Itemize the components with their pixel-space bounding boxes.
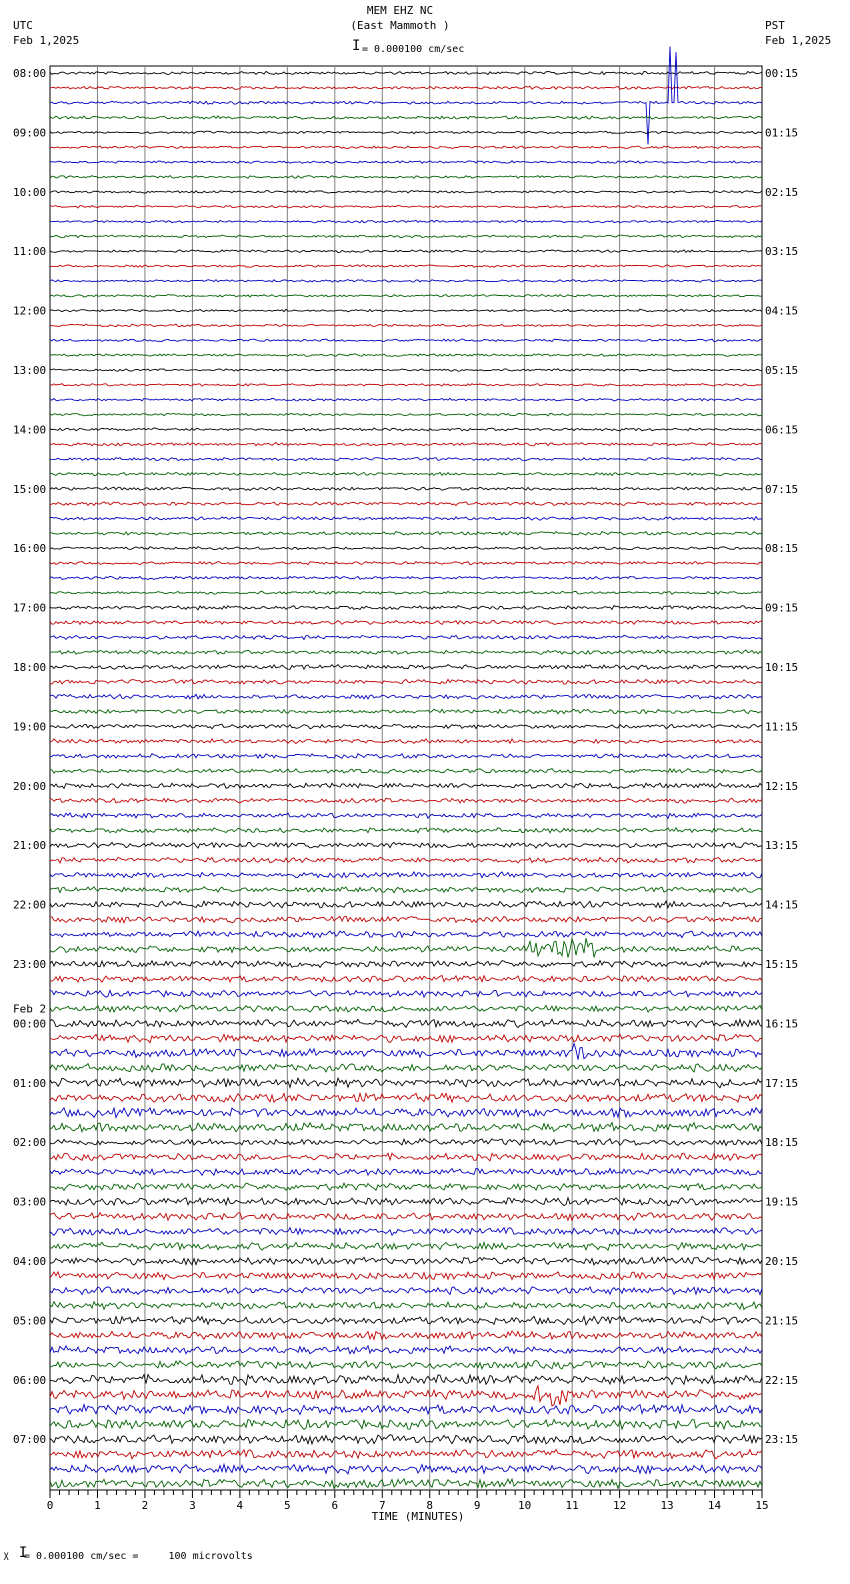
trace-row (50, 413, 762, 416)
x-tick-label: 0 (46, 1499, 54, 1512)
trace-row (50, 828, 762, 833)
trace-row (50, 161, 762, 164)
pst-hour-label: 07:15 (765, 482, 799, 496)
scale-bar-icon: I (352, 38, 361, 54)
trace-row (50, 1361, 762, 1369)
trace-row (50, 547, 762, 550)
trace-row (50, 1064, 762, 1072)
trace-row (50, 86, 762, 89)
trace-row (50, 724, 762, 729)
trace-row (50, 1331, 762, 1340)
trace-row (50, 280, 762, 283)
pst-hour-label: 22:15 (765, 1373, 799, 1387)
trace-row (50, 1019, 762, 1027)
trace-row (50, 739, 762, 744)
utc-hour-label: 09:00 (13, 126, 47, 140)
utc-hour-label: 08:00 (13, 67, 47, 80)
right-timezone: PST (765, 19, 785, 32)
trace-row (50, 428, 762, 431)
trace-row (50, 976, 762, 983)
trace-row (50, 1043, 762, 1059)
trace-row (50, 176, 762, 179)
x-tick-label: 10 (518, 1499, 532, 1512)
x-tick-label: 12 (612, 1499, 627, 1512)
left-timezone: UTC (13, 19, 33, 32)
trace-row (50, 665, 762, 670)
utc-hour-label: 00:00 (13, 1017, 47, 1031)
trace-row (50, 354, 762, 357)
trace-row (50, 1005, 762, 1012)
utc-hour-label: 05:00 (13, 1314, 47, 1328)
pst-hour-label: 19:15 (765, 1195, 799, 1209)
trace-row (50, 487, 762, 490)
trace-row (50, 146, 762, 149)
trace-row (50, 235, 762, 238)
trace-row (50, 1405, 762, 1415)
trace-row (50, 131, 762, 134)
trace-row (50, 1169, 762, 1176)
pst-hour-label: 18:15 (765, 1136, 799, 1150)
left-date: Feb 1,2025 (13, 34, 80, 47)
trace-row (50, 1479, 762, 1489)
trace-row (50, 769, 762, 774)
utc-hour-label: 20:00 (13, 779, 47, 793)
pst-hour-label: 16:15 (765, 1017, 799, 1031)
trace-row (50, 1093, 762, 1102)
plot-frame (50, 66, 762, 1490)
pst-hour-label: 02:15 (765, 185, 799, 199)
trace-row (50, 620, 762, 624)
x-tick-label: 13 (660, 1499, 674, 1512)
trace-row (50, 220, 762, 223)
trace-row (50, 635, 762, 639)
trace-row (50, 798, 762, 803)
pst-hour-label: 12:15 (765, 779, 799, 793)
x-tick-label: 6 (331, 1499, 339, 1512)
trace-row (50, 872, 762, 878)
utc-hour-label: 03:00 (13, 1195, 47, 1209)
utc-hour-label: 04:00 (13, 1255, 47, 1268)
pst-hour-label: 14:15 (765, 898, 799, 912)
trace-row (50, 458, 762, 461)
trace-row (50, 650, 762, 654)
trace-row (50, 47, 762, 145)
trace-row (50, 502, 762, 506)
trace-row (50, 694, 762, 699)
trace-row (50, 931, 762, 938)
trace-row (50, 205, 762, 208)
trace-row (50, 842, 762, 848)
pst-hour-label: 04:15 (765, 304, 799, 318)
trace-row (50, 916, 762, 923)
trace-row (50, 901, 762, 908)
x-axis-label: TIME (MINUTES) (371, 1510, 465, 1523)
trace-row (50, 472, 762, 475)
x-tick-label: 8 (426, 1499, 434, 1512)
utc-hour-label: 21:00 (13, 839, 47, 853)
utc-hour-label: 07:00 (13, 1433, 47, 1447)
date-change-label: Feb 2 (13, 1002, 47, 1016)
utc-hour-label: 13:00 (13, 364, 47, 377)
trace-row (50, 116, 762, 119)
pst-hour-label: 10:15 (765, 661, 799, 674)
utc-hour-label: 10:00 (13, 185, 47, 199)
x-tick-label: 4 (236, 1499, 244, 1512)
right-date: Feb 1,2025 (765, 34, 832, 47)
trace-row (50, 1034, 762, 1042)
trace-row (50, 606, 762, 610)
trace-row (50, 1386, 762, 1406)
trace-row (50, 813, 762, 819)
trace-row (50, 887, 762, 893)
x-tick-label: 9 (473, 1499, 481, 1512)
trace-row (50, 1450, 762, 1459)
pst-hour-label: 11:15 (765, 720, 799, 734)
utc-hour-label: 15:00 (13, 482, 47, 496)
trace-row (50, 1375, 762, 1385)
trace-row (50, 1464, 762, 1474)
trace-row (50, 1198, 762, 1206)
pst-hour-label: 00:15 (765, 67, 799, 80)
trace-row (50, 443, 762, 446)
utc-hour-label: 22:00 (13, 898, 47, 912)
trace-row (50, 398, 762, 401)
trace-row (50, 1228, 762, 1236)
trace-row (50, 309, 762, 312)
trace-row (50, 517, 762, 521)
utc-hour-label: 14:00 (13, 423, 47, 437)
footer-scale-text: = 0.000100 cm/sec = 100 microvolts (24, 1551, 253, 1562)
x-tick-label: 3 (189, 1499, 196, 1512)
trace-row (50, 1139, 762, 1146)
trace-row (50, 709, 762, 714)
trace-row (50, 679, 762, 684)
x-tick-label: 7 (378, 1499, 386, 1512)
trace-row (50, 265, 762, 268)
pst-hour-label: 08:15 (765, 542, 799, 556)
scale-text: = 0.000100 cm/sec (362, 44, 465, 55)
trace-row (50, 857, 762, 863)
trace-row (50, 754, 762, 759)
trace-row (50, 324, 762, 327)
pst-hour-label: 21:15 (765, 1314, 799, 1328)
trace-row (50, 1213, 762, 1221)
pst-hour-label: 17:15 (765, 1076, 799, 1090)
trace-row (50, 1153, 762, 1161)
station-location: (East Mammoth ) (350, 19, 450, 32)
trace-row (50, 1257, 762, 1265)
utc-hour-label: 02:00 (13, 1136, 47, 1150)
trace-row (50, 1183, 762, 1190)
station-title: MEM EHZ NC (366, 4, 434, 17)
trace-row (50, 783, 762, 788)
trace-row (50, 1346, 762, 1354)
footer-scale-icon: ᵪ I (2, 1545, 28, 1561)
trace-row (50, 71, 762, 74)
utc-hour-label: 23:00 (13, 958, 47, 971)
trace-row (50, 562, 762, 565)
trace-row (50, 294, 762, 297)
utc-hour-label: 18:00 (13, 661, 47, 674)
trace-row (50, 1302, 762, 1310)
pst-hour-label: 15:15 (765, 958, 799, 971)
pst-hour-label: 20:15 (765, 1255, 799, 1268)
utc-hour-label: 11:00 (13, 245, 47, 259)
trace-row (50, 990, 762, 997)
pst-hour-label: 03:15 (765, 245, 799, 259)
pst-hour-label: 01:15 (765, 126, 799, 140)
x-tick-label: 15 (755, 1499, 769, 1512)
trace-row (50, 1242, 762, 1250)
trace-row (50, 938, 762, 957)
x-tick-label: 5 (284, 1499, 291, 1512)
pst-hour-label: 06:15 (765, 423, 799, 437)
trace-row (50, 1078, 762, 1088)
pst-hour-label: 23:15 (765, 1433, 799, 1447)
trace-row (50, 1108, 762, 1118)
trace-row (50, 1435, 762, 1444)
x-tick-label: 11 (565, 1499, 579, 1512)
pst-hour-label: 09:15 (765, 601, 799, 615)
trace-row (50, 250, 762, 253)
trace-row (50, 1272, 762, 1280)
utc-hour-label: 01:00 (13, 1076, 47, 1090)
utc-hour-label: 12:00 (13, 304, 47, 318)
trace-row (50, 369, 762, 372)
trace-row (50, 591, 762, 594)
trace-row (50, 1419, 762, 1429)
x-tick-label: 1 (94, 1499, 101, 1512)
utc-hour-label: 06:00 (13, 1373, 47, 1387)
trace-row (50, 961, 762, 968)
trace-row (50, 531, 762, 535)
trace-row (50, 1123, 762, 1132)
utc-hour-label: 17:00 (13, 601, 47, 615)
utc-hour-label: 16:00 (13, 542, 47, 556)
trace-row (50, 1287, 762, 1295)
pst-hour-label: 05:15 (765, 364, 799, 377)
trace-row (50, 384, 762, 387)
trace-row (50, 1316, 762, 1325)
trace-row (50, 576, 762, 579)
pst-hour-label: 13:15 (765, 839, 799, 853)
trace-row (50, 191, 762, 194)
utc-hour-label: 19:00 (13, 720, 47, 734)
x-tick-label: 2 (141, 1499, 149, 1512)
x-tick-label: 14 (707, 1499, 722, 1512)
trace-row (50, 339, 762, 342)
